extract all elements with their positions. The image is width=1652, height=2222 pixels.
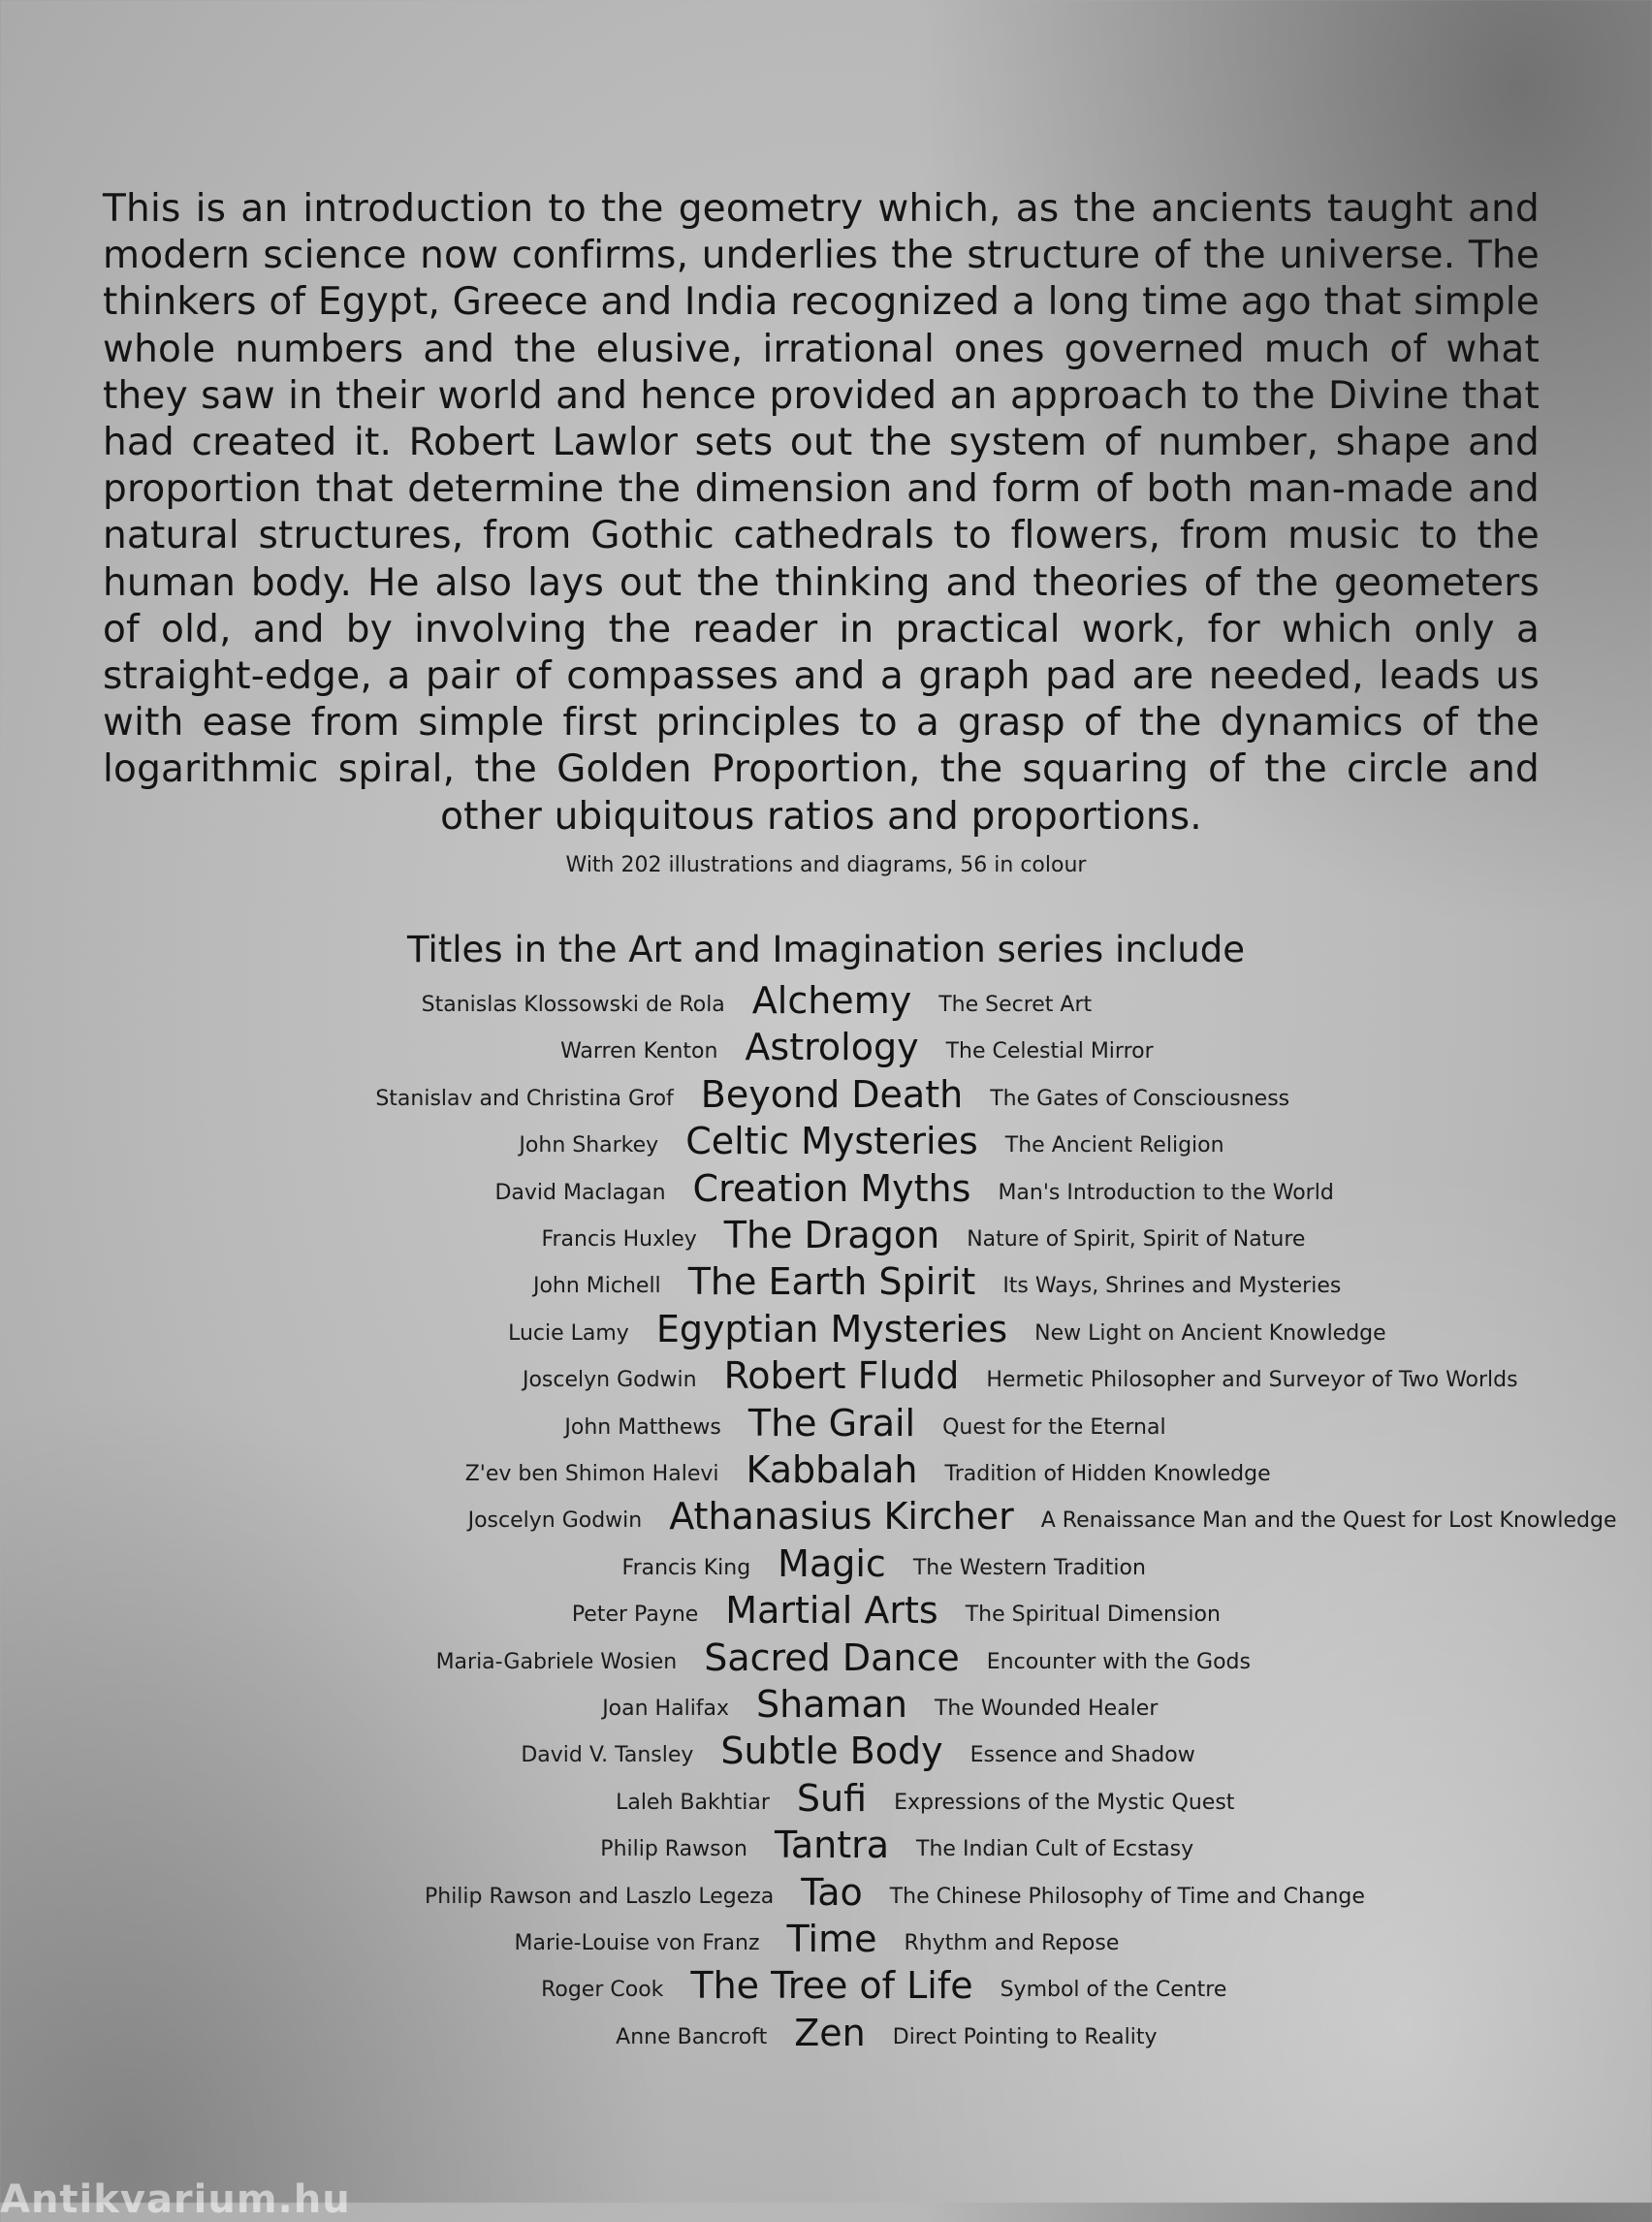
series-row (0, 1871, 1652, 1918)
series-subtitle: The Indian Cult of Ecstasy (916, 1837, 1194, 1862)
series-row (0, 1448, 1652, 1495)
series-title: Beyond Death (700, 1072, 964, 1116)
series-title: Athanasius Kircher (669, 1495, 1014, 1539)
series-row (0, 1402, 1652, 1448)
series-subtitle: The Wounded Healer (934, 1697, 1159, 1721)
series-title: Celtic Mysteries (685, 1120, 978, 1163)
series-subtitle: New Light on Ancient Knowledge (1034, 1320, 1386, 1346)
series-author: Philip Rawson (600, 1837, 747, 1862)
series-title: Kabbalah (746, 1448, 918, 1491)
series-row (0, 1167, 1652, 1214)
series-subtitle: The Ancient Religion (1004, 1133, 1224, 1159)
series-title: Astrology (745, 1026, 919, 1069)
series-subtitle: A Renaissance Man and the Quest for Lost Knowledge (1040, 1508, 1617, 1534)
series-title: Sufi (796, 1776, 868, 1820)
series-author: Laleh Bakhtiar (616, 1790, 770, 1815)
series-subtitle: Quest for the Eternal (942, 1414, 1166, 1440)
series-author: John Matthews (564, 1414, 721, 1440)
series-author: David V. Tansley (521, 1743, 694, 1768)
series-subtitle: Nature of Spirit, Spirit of Nature (967, 1227, 1306, 1252)
series-title: Sacred Dance (704, 1635, 960, 1679)
series-title: Subtle Body (720, 1730, 943, 1773)
series-author: Joscelyn Godwin (467, 1508, 643, 1534)
series-subtitle: Tradition of Hidden Knowledge (944, 1462, 1271, 1486)
series-title: Tao (801, 1870, 863, 1914)
series-author: David Maclagan (494, 1180, 666, 1205)
series-author: Maria-Gabriele Wosien (435, 1649, 678, 1674)
series-subtitle: Its Ways, Shrines and Mysteries (1002, 1274, 1342, 1299)
series-row (0, 1589, 1652, 1635)
series-subtitle: The Chinese Philosophy of Time and Change (889, 1884, 1365, 1909)
series-row (0, 1214, 1652, 1260)
series-author: Stanislas Klossowski de Rola (421, 993, 725, 1017)
series-subtitle: The Secret Art (938, 993, 1093, 1017)
series-author: Anne Bancroft (616, 2024, 768, 2049)
series-author: Stanislav and Christina Grof (375, 1086, 674, 1111)
series-subtitle: The Western Tradition (912, 1555, 1146, 1580)
series-title: The Grail (747, 1401, 916, 1444)
series-author: Francis Huxley (541, 1227, 697, 1252)
illustrations-note: With 202 illustrations and diagrams, 56 in colour (565, 853, 1087, 877)
series-subtitle: Essence and Shadow (969, 1743, 1195, 1768)
series-title: Magic (778, 1541, 886, 1585)
series-author: John Sharkey (519, 1133, 659, 1159)
series-author: Roger Cook (541, 1978, 664, 2003)
series-author: Warren Kenton (560, 1039, 718, 1064)
series-row (0, 1120, 1652, 1166)
series-row (0, 1730, 1652, 1776)
series-title: Time (786, 1918, 877, 1960)
series-row (0, 1308, 1652, 1354)
series-author: Z'ev ben Shimon Halevi (464, 1462, 719, 1486)
series-title: The Earth Spirit (687, 1260, 976, 1304)
series-row (0, 1073, 1652, 1120)
series-subtitle: Hermetic Philosopher and Surveyor of Two Worlds (986, 1368, 1518, 1393)
series-row (0, 1542, 1652, 1589)
series-subtitle: The Celestial Mirror (945, 1039, 1154, 1064)
series-author: Philip Rawson and Laszlo Legeza (424, 1884, 775, 1909)
series-author: Marie-Louise von Franz (514, 1931, 760, 1955)
series-subtitle: Man's Introduction to the World (998, 1180, 1334, 1205)
series-author: Peter Payne (571, 1603, 699, 1628)
series-row (0, 1824, 1652, 1870)
series-title: Zen (794, 2011, 866, 2054)
series-subtitle: Direct Pointing to Reality (892, 2024, 1158, 2049)
series-author: Francis King (621, 1555, 751, 1580)
series-subtitle: Rhythm and Repose (904, 1931, 1120, 1955)
series-title: The Tree of Life (690, 1964, 973, 2008)
series-subtitle: The Gates of Consciousness (990, 1086, 1290, 1111)
series-title: Creation Myths (692, 1166, 971, 1210)
book-description: This is an introduction to the geometry which, as the ancients taught and modern science now confirms, underlies the structure of the universe. The thinkers of Egypt, Greece and India recognized a long time ago that simple whole numbers and the elusive, irrational ones governed much of what they saw in their world and hence provided an approach to the Divine that had created it. Robert Lawlor sets out the system of number, shape and proportion that determine the dimension and form of both man-made and natural structures, from Gothic cathedrals to flowers, from music to the human body. He also lays out the thinking and theories of the geometers of old, and by involving the reader in practical work, for which only a straight-edge, a pair of compasses and a graph pad are needed, leads us with ease from simple first principles to a grasp of the dynamics of the logarithmic spiral, the Golden Proportion, the squaring of the circle and other ubiquitous ratios and proportions. (103, 187, 1540, 839)
series-subtitle: Expressions of the Mystic Quest (894, 1790, 1235, 1815)
series-row (0, 1495, 1652, 1541)
series-title: Martial Arts (725, 1589, 938, 1633)
series-row (0, 1918, 1652, 1964)
series-title: Egyptian Mysteries (655, 1307, 1008, 1350)
series-row (0, 1777, 1652, 1824)
series-row (0, 1964, 1652, 2011)
series-title: Robert Fludd (723, 1354, 960, 1398)
series-author: Lucie Lamy (508, 1320, 629, 1346)
series-subtitle: The Spiritual Dimension (965, 1603, 1221, 1628)
series-row (0, 1683, 1652, 1730)
series-author: John Michell (532, 1274, 661, 1299)
series-title: Shaman (756, 1683, 907, 1726)
series-row (0, 1026, 1652, 1072)
series-row (0, 979, 1652, 1026)
series-row (0, 1260, 1652, 1307)
series-row (0, 1354, 1652, 1401)
series-title: Tantra (774, 1824, 890, 1867)
watermark-text: Antikvarium.hu (0, 2177, 351, 2222)
series-title: The Dragon (723, 1214, 940, 1256)
series-author: Joan Halifax (602, 1697, 730, 1721)
series-subtitle: Encounter with the Gods (986, 1649, 1251, 1674)
series-author: Joscelyn Godwin (522, 1368, 697, 1393)
series-row (0, 1636, 1652, 1683)
series-row (0, 2012, 1652, 2058)
series-title: Alchemy (751, 979, 912, 1022)
series-subtitle: Symbol of the Centre (1000, 1978, 1227, 2003)
series-heading: Titles in the Art and Imagination series include (406, 929, 1245, 970)
